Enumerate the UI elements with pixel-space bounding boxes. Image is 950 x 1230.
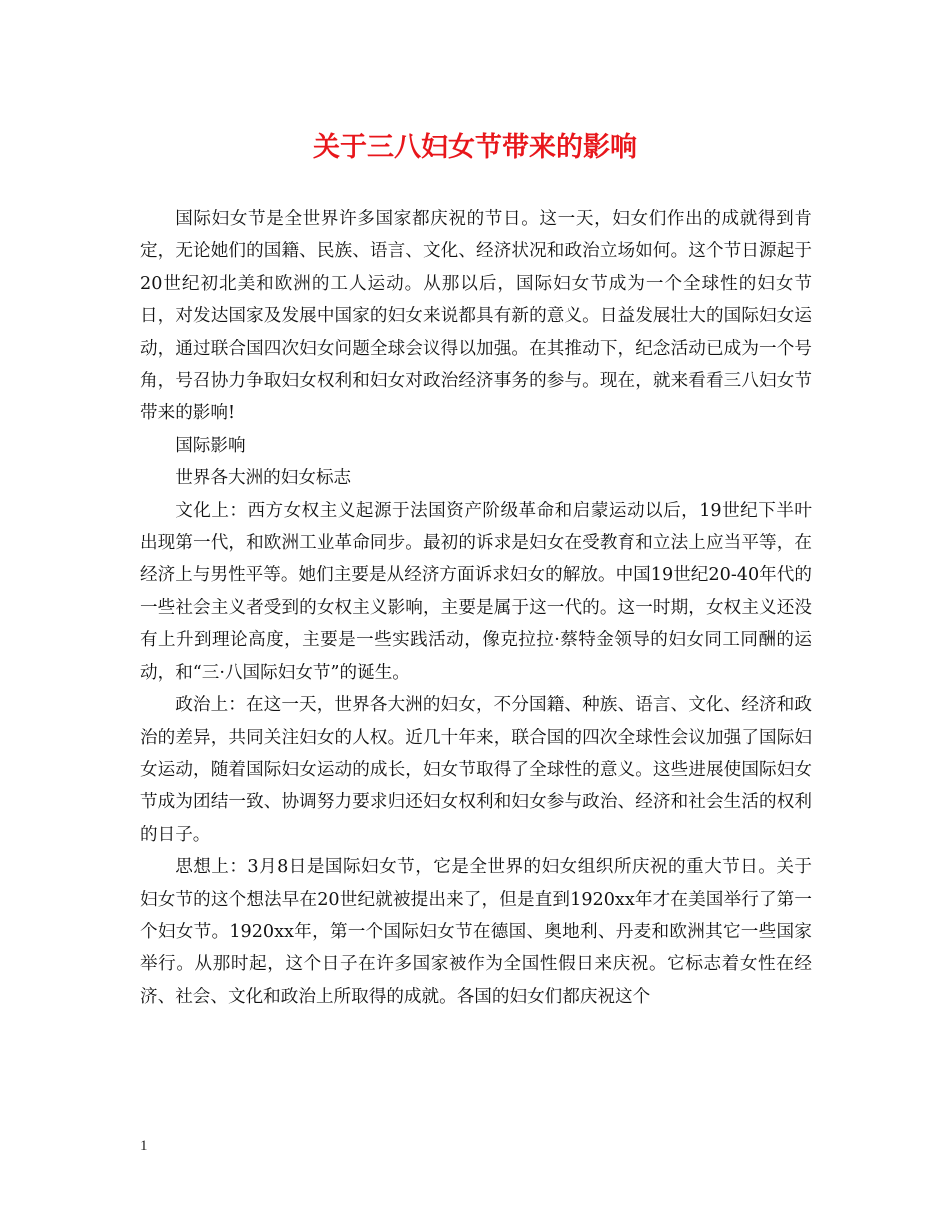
paragraph-politics: 政治上：在这一天，世界各大洲的妇女，不分国籍、种族、语言、文化、经济和政治的差异，共同关注妇女的人权。近几十年来，联合国的四次全球性会议加强了国际妇女运动，随着国际妇女运动的成长，妇女节取得了全球性的意义。这些进展使国际妇女节成为团结一致、协调努力要求归还妇女权利和妇女参与政治、经济和社会生活的权利的日子。 — [140, 695, 812, 845]
paragraph-culture: 文化上：西方女权主义起源于法国资产阶级革命和启蒙运动以后，19世纪下半叶出现第一代，和欧洲工业革命同步。最初的诉求是妇女在受教育和立法上应当平等，在经济上与男性平等。她们主要是从经济方面诉求妇女的解放。中国19世纪20-40年代的一些社会主义者受到的女权主义影响，主要是属于这一代的。这一时期，女权主义还没有上升到理论高度，主要是一些实践活动，像克拉拉·蔡特金领导的妇女同工同酬的运动，和“三·八国际妇女节”的诞生。 — [140, 500, 812, 683]
document-body — [140, 203, 812, 1013]
page-number: 1 — [140, 1138, 148, 1154]
paragraph-ideology: 思想上：3月8日是国际妇女节，它是全世界的妇女组织所庆祝的重大节日。关于妇女节的这个想法早在20世纪就被提出来了，但是直到1920xx年才在美国举行了第一个妇女节。1920xx年，第一个国际妇女节在德国、奥地利、丹麦和欧洲其它一些国家举行。从那时起，这个日子在许多国家被作为全国性假日来庆祝。它标志着女性在经济、社会、文化和政治上所取得的成就。各国的妇女们都庆祝这个 — [140, 857, 812, 1007]
paragraph-intro: 国际妇女节是全世界许多国家都庆祝的节日。这一天，妇女们作出的成就得到肯定，无论她们的国籍、民族、语言、文化、经济状况和政治立场如何。这个节日源起于20世纪初北美和欧洲的工人运动。从那以后，国际妇女节成为一个全球性的妇女节日，对发达国家及发展中国家的妇女来说都具有新的意义。日益发展壮大的国际妇女运动，通过联合国四次妇女问题全球会议得以加强。在其推动下，纪念活动已成为一个号角，号召协力争取妇女权利和妇女对政治经济事务的参与。现在，就来看看三八妇女节带来的影响! — [140, 209, 812, 424]
section-heading-international-impact: 国际影响 — [175, 435, 246, 456]
document-title: 关于三八妇女节带来的影响 — [313, 132, 637, 163]
section-heading-women-symbol: 世界各大洲的妇女标志 — [175, 468, 352, 489]
